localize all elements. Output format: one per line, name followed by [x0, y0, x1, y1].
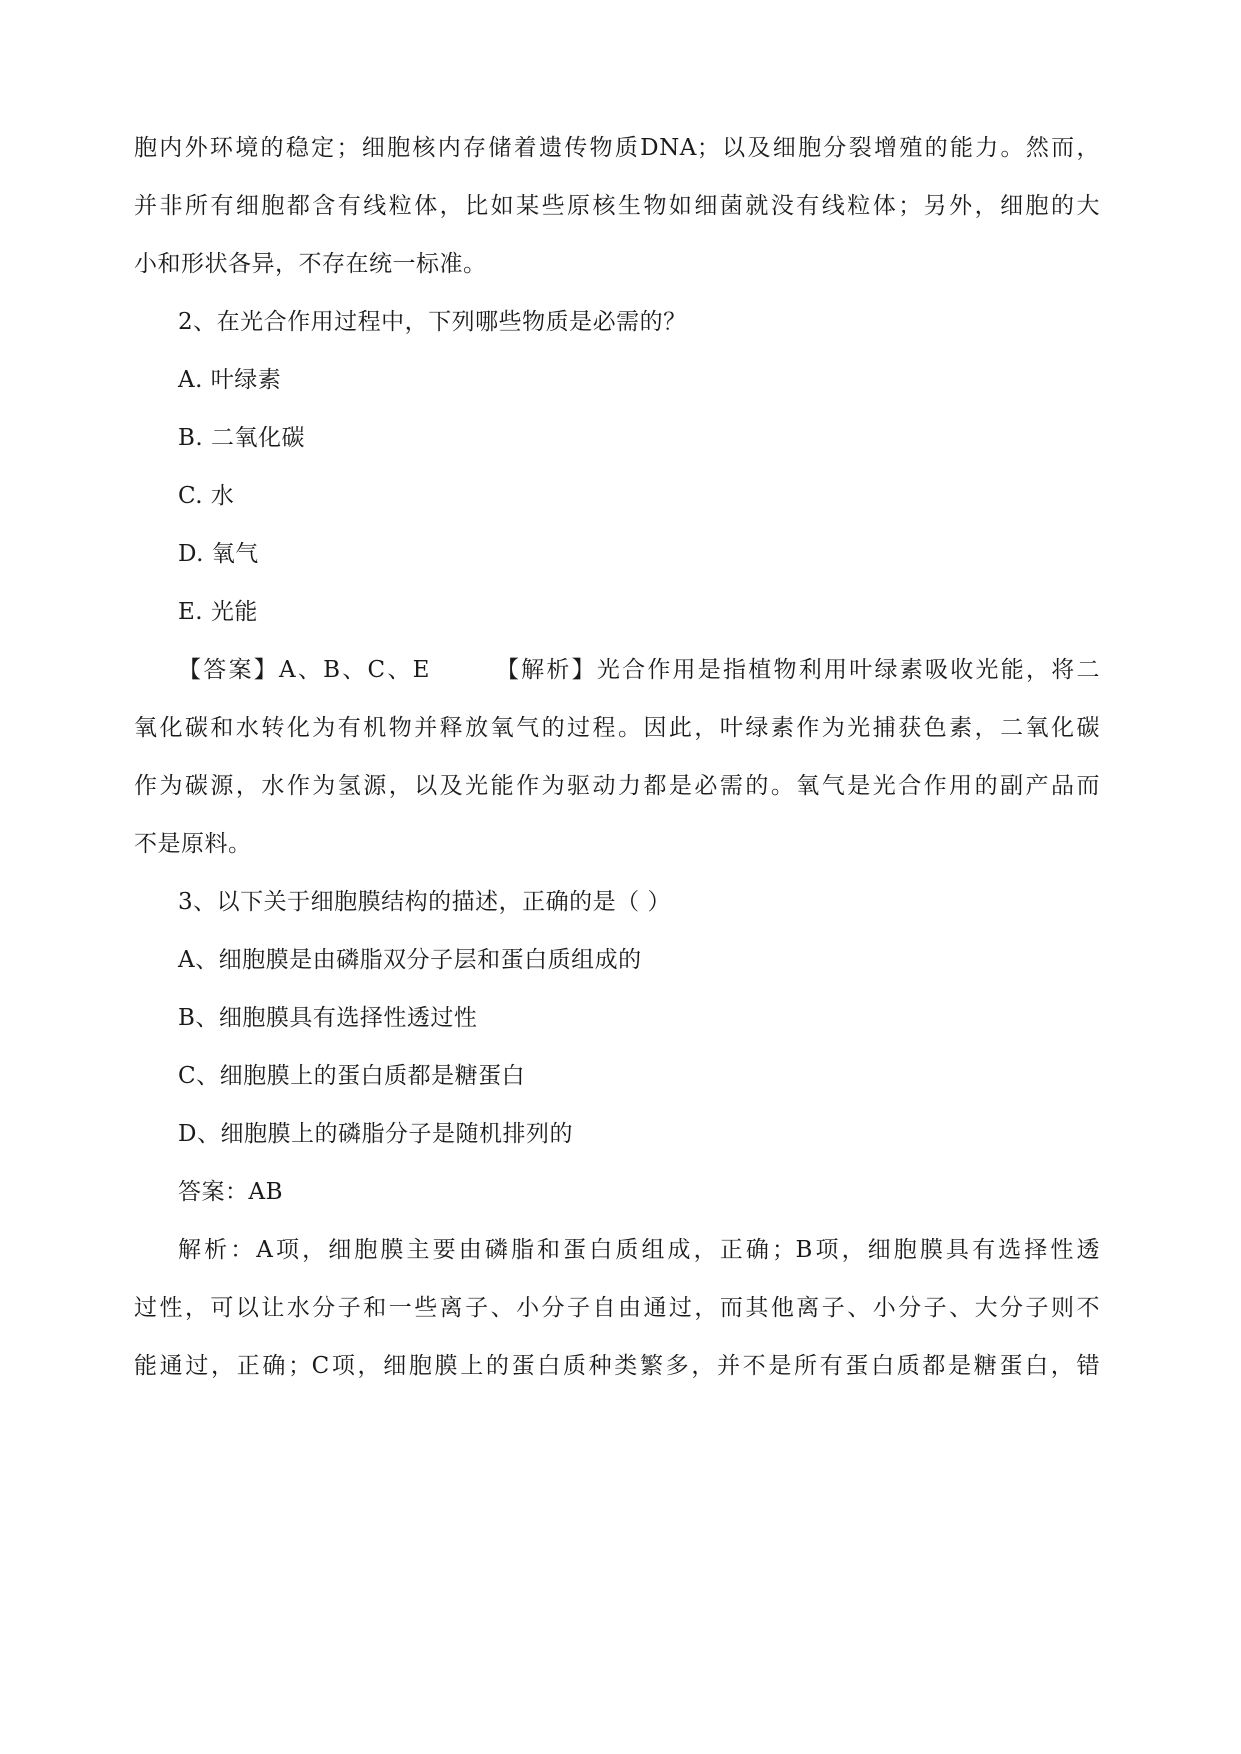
answer-line: 氧化碳和水转化为有机物并释放氧气的过程。因此，叶绿素作为光捕获色素，二氧化碳 — [134, 715, 1100, 741]
paragraph-line: 小和形状各异，不存在统一标准。 — [134, 251, 487, 277]
analysis-line: 解析：A项，细胞膜主要由磷脂和蛋白质组成，正确；B项，细胞膜具有选择性透 — [178, 1237, 1100, 1263]
paragraph-line: 胞内外环境的稳定；细胞核内存储着遗传物质DNA；以及细胞分裂增殖的能力。然而， — [134, 135, 1100, 161]
option-item: E. 光能 — [178, 599, 258, 625]
answer-line: 【答案】A、B、C、E 【解析】光合作用是指植物利用叶绿素吸收光能，将二 — [178, 657, 1100, 683]
option-item: B、细胞膜具有选择性透过性 — [178, 1005, 478, 1031]
option-item: A、细胞膜是由磷脂双分子层和蛋白质组成的 — [178, 947, 642, 973]
answer-line: 答案：AB — [178, 1179, 284, 1205]
question-stem: 2、在光合作用过程中，下列哪些物质是必需的？ — [178, 309, 687, 335]
option-item: D、细胞膜上的磷脂分子是随机排列的 — [178, 1121, 573, 1147]
answer-line: 不是原料。 — [134, 831, 252, 857]
option-item: B. 二氧化碳 — [178, 425, 306, 451]
option-item: A. 叶绿素 — [178, 367, 282, 393]
paragraph-line: 并非所有细胞都含有线粒体，比如某些原核生物如细菌就没有线粒体；另外，细胞的大 — [134, 193, 1100, 219]
analysis-line: 能通过，正确；C项，细胞膜上的蛋白质种类繁多，并不是所有蛋白质都是糖蛋白，错 — [134, 1353, 1100, 1379]
analysis-line: 过性，可以让水分子和一些离子、小分子自由通过，而其他离子、小分子、大分子则不 — [134, 1295, 1100, 1321]
option-item: D. 氧气 — [178, 541, 259, 567]
answer-line: 作为碳源，水作为氢源，以及光能作为驱动力都是必需的。氧气是光合作用的副产品而 — [134, 773, 1100, 799]
question-stem: 3、以下关于细胞膜结构的描述，正确的是（ ） — [178, 889, 671, 915]
option-item: C、细胞膜上的蛋白质都是糖蛋白 — [178, 1063, 526, 1089]
option-item: C. 水 — [178, 483, 235, 509]
